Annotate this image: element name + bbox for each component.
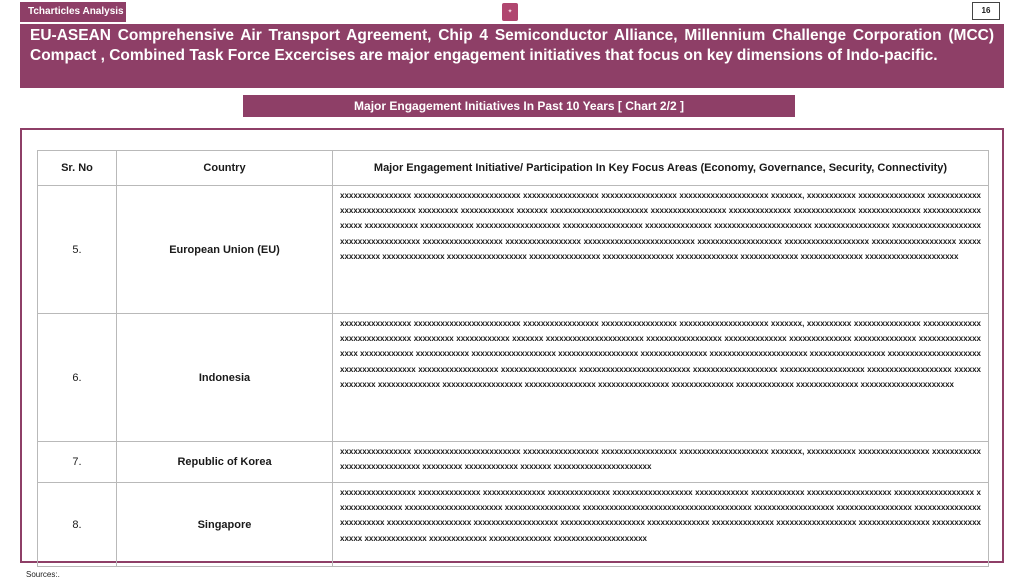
row-initiative-text: xxxxxxxxxxxxxxxxx xxxxxxxxxxxxxx xxxxxxxxxxxxxx xxxxxxxxxxxxxx xxxxxxxxxxxxxxxxxx xxxxxxxxxxxx xxxxxxxxxxxx xxxxxxxxxxxxxxxxxxx xxxxxxxxxxxxxxxxxx xxxxxxxxxxxxxxx xxxxxxxxxxxxxxxxxxxxxx xxxxxxxxxxxxxxxxx xxxxxxxxxxxxxxxxxxxxxxxxxxxxxxxxxxxxxx xxxxxxxxxxxxxxxxxx xxxxxxxxxxxxxxxxx xxxxxxxxxxxxxxxxxxxxxxxxx xxxxxxxxxxxxxxxxxxx xxxxxxxxxxxxxxxxxxx xxxxxxxxxxxxxxxxxxx xxxxxxxxxxxxxx xxxxxxxxxxxxxx xxxxxxxxxxxxxxxxxx xxxxxxxxxxxxxxxx xxxxxxxxxxxxxxxx xxxxxxxxxxxxxx xxxxxxxxxxxxx xxxxxxxxxxxxxx xxxxxxxxxxxxxxxxxxxxx <box>333 483 989 567</box>
row-initiative-text: xxxxxxxxxxxxxxxx xxxxxxxxxxxxxxxxxxxxxxxx xxxxxxxxxxxxxxxxx xxxxxxxxxxxxxxxxx xxxxxxxxxxxxxxxxxxxx xxxxxxx, xxxxxxxxxxx xxxxxxxxxxxxxxxx xxxxxxxxxxxxxxxxxxxxxxxxxxxxx xxxxxxxxx xxxxxxxxxxxx xxxxxxx xxxxxxxxxxxxxxxxxxxxxx <box>333 442 989 483</box>
row-sr-no: 7. <box>38 442 117 483</box>
logo-icon: ✦ <box>502 3 518 21</box>
row-country: Republic of Korea <box>117 442 333 483</box>
row-initiative-text: xxxxxxxxxxxxxxxx xxxxxxxxxxxxxxxxxxxxxxxx xxxxxxxxxxxxxxxxx xxxxxxxxxxxxxxxxx xxxxxxxxxxxxxxxxxxxx xxxxxxx, xxxxxxxxxxx xxxxxxxxxxxxxxx xxxxxxxxxxxxxxxxxxxxxxxxxxxxx xxxxxxxxx xxxxxxxxxxxx xxxxxxx xxxxxxxxxxxxxxxxxxxxxx xxxxxxxxxxxxxxxxx xxxxxxxxxxxxxx xxxxxxxxxxxxxx xxxxxxxxxxxxxx xxxxxxxxxxxxxxxxxx xxxxxxxxxxxx xxxxxxxxxxxx xxxxxxxxxxxxxxxxxxx xxxxxxxxxxxxxxxxxx xxxxxxxxxxxxxxx xxxxxxxxxxxxxxxxxxxxxx xxxxxxxxxxxxxxxxx xxxxxxxxxxxxxxxxxxxxxxxxxxxxxxxxxxxxxx xxxxxxxxxxxxxxxxxx xxxxxxxxxxxxxxxxx xxxxxxxxxxxxxxxxxxxxxxxxx xxxxxxxxxxxxxxxxxxx xxxxxxxxxxxxxxxxxxx xxxxxxxxxxxxxxxxxxx xxxxxxxxxxxxxx xxxxxxxxxxxxxx xxxxxxxxxxxxxxxxxx xxxxxxxxxxxxxxxx xxxxxxxxxxxxxxxx xxxxxxxxxxxxxx xxxxxxxxxxxxx xxxxxxxxxxxxxx xxxxxxxxxxxxxxxxxxxxx <box>333 186 989 314</box>
table-row <box>38 442 989 483</box>
row-country: Singapore <box>117 483 333 567</box>
page-title: EU-ASEAN Comprehensive Air Transport Agreement, Chip 4 Semiconductor Alliance, Millennium Challenge Corporation (MCC) Compact , Combined Task Force Excercises are major engagement initiatives that focus on key dimensions of Indo-pacific. <box>30 27 994 64</box>
row-country: European Union (EU) <box>117 186 333 314</box>
table-row <box>38 186 989 314</box>
row-sr-no: 6. <box>38 314 117 442</box>
table-row <box>38 483 989 567</box>
table-header-row <box>38 151 989 186</box>
initiatives-table <box>37 150 989 567</box>
header-initiative: Major Engagement Initiative/ Participation In Key Focus Areas (Economy, Governance, Security, Connectivity) <box>333 151 989 186</box>
brand-label: Tcharticles Analysis <box>20 2 126 22</box>
row-country: Indonesia <box>117 314 333 442</box>
table-row <box>38 314 989 442</box>
header-country: Country <box>117 151 333 186</box>
row-sr-no: 5. <box>38 186 117 314</box>
row-sr-no: 8. <box>38 483 117 567</box>
chart-subtitle: Major Engagement Initiatives In Past 10 Years [ Chart 2/2 ] <box>243 95 795 117</box>
sources-note: Sources:. <box>26 570 60 579</box>
header-sr-no: Sr. No <box>38 151 117 186</box>
title-band <box>20 24 1004 88</box>
row-initiative-text: xxxxxxxxxxxxxxxx xxxxxxxxxxxxxxxxxxxxxxxx xxxxxxxxxxxxxxxxx xxxxxxxxxxxxxxxxx xxxxxxxxxxxxxxxxxxxx xxxxxxx, xxxxxxxxxx xxxxxxxxxxxxxxx xxxxxxxxxxxxxxxxxxxxxxxxxxxxx xxxxxxxxx xxxxxxxxxxxx xxxxxxx xxxxxxxxxxxxxxxxxxxxxx xxxxxxxxxxxxxxxxx xxxxxxxxxxxxxx xxxxxxxxxxxxxx xxxxxxxxxxxxxx xxxxxxxxxxxxxxxxxx xxxxxxxxxxxx xxxxxxxxxxxx xxxxxxxxxxxxxxxxxxx xxxxxxxxxxxxxxxxxx xxxxxxxxxxxxxxx xxxxxxxxxxxxxxxxxxxxxx xxxxxxxxxxxxxxxxx xxxxxxxxxxxxxxxxxxxxxxxxxxxxxxxxxxxxxx xxxxxxxxxxxxxxxxxx xxxxxxxxxxxxxxxxx xxxxxxxxxxxxxxxxxxxxxxxxx xxxxxxxxxxxxxxxxxxx xxxxxxxxxxxxxxxxxxx xxxxxxxxxxxxxxxxxxx xxxxxxxxxxxxxx xxxxxxxxxxxxxx xxxxxxxxxxxxxxxxxx xxxxxxxxxxxxxxxx xxxxxxxxxxxxxxxx xxxxxxxxxxxxxx xxxxxxxxxxxxx xxxxxxxxxxxxxx xxxxxxxxxxxxxxxxxxxxx <box>333 314 989 442</box>
page-number: 16 <box>972 2 1000 20</box>
